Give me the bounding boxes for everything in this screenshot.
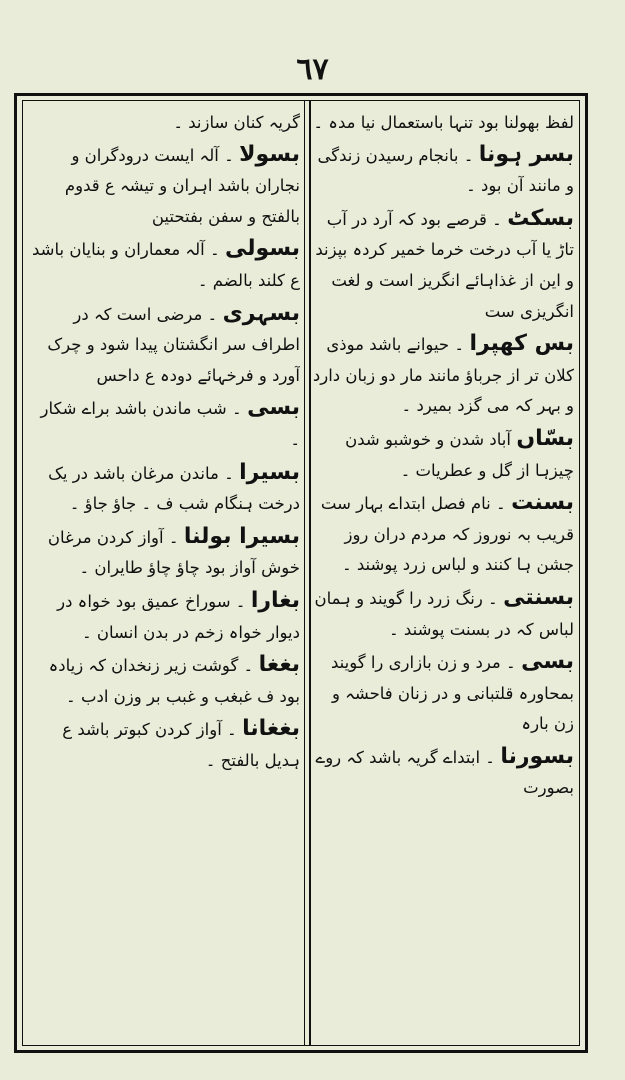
dictionary-entry: [312, 488, 574, 581]
definition: ۔ رنگ زرد را گویند و ہمان لباس کہ در بسنت پوشند ۔: [314, 588, 574, 639]
headword: بسر ہونا: [478, 141, 574, 167]
page-number: ٦٧: [296, 52, 329, 87]
headword: بسّاں: [516, 425, 574, 451]
headword: بسی: [247, 395, 300, 421]
definition: ۔ بانجام رسیدن زندگی و مانند آن بود ۔: [317, 145, 574, 196]
definition: ۔ ابتداے گریہ باشد کہ روے بصورت: [315, 747, 574, 798]
definition: ۔ مرضی است کہ در اطراف سر انگشتان پیدا شود و چرک آورد و فرخہائے دودہ ع داحس: [47, 304, 300, 385]
definition: ۔ آواز کردن کبوتر باشد ع ہدیل بالفتح ۔: [62, 720, 300, 770]
headword: بسی: [521, 649, 574, 675]
headword: بغغانا: [242, 716, 300, 742]
definition: ۔ ماندن مرغان باشد در یک درخت ہنگام شب ف ۔ جاؤ جاؤ ۔: [48, 463, 300, 514]
dictionary-entry: [312, 424, 574, 486]
headword: بسکٹ: [507, 205, 574, 231]
definition: ۔ گوشت زیر زنخدان کہ زیادہ بود ف غبغب و غبب بر وزن ادب ۔: [48, 656, 300, 706]
dictionary-entry: [28, 650, 300, 712]
dictionary-entry: [28, 714, 300, 776]
headword: بسنتی: [503, 584, 574, 610]
headword: بغغا: [258, 652, 300, 678]
dictionary-entry: [28, 393, 300, 455]
dictionary-entry: [28, 586, 300, 648]
dictionary-entry: [312, 742, 574, 804]
definition: ۔ حیوانے باشد موذی کلان تر از جرباؤ مانند مار دو زبان دارد و بہر کہ می گزد بمیرد ۔: [312, 335, 574, 416]
definition: ۔ آواز کردن مرغان خوش آواز بود چاؤ چاؤ طایران ۔: [47, 527, 300, 578]
continuation-text: گریہ کنان سازند ۔: [173, 113, 300, 132]
definition: ۔ شب ماندن باشد براے شکار ۔: [40, 399, 300, 449]
definition: ۔ آلہ معماران و بنایان باشد ع کلند بالضم ۔: [32, 240, 300, 290]
headword: بسورنا: [500, 743, 574, 769]
headword: بسولی: [225, 236, 300, 262]
column-divider: [304, 100, 311, 1046]
dictionary-entry: [28, 522, 300, 584]
right-column: [312, 108, 574, 1043]
headword: بس کھپرا: [469, 331, 574, 357]
dictionary-entry: [28, 299, 300, 392]
definition: ۔ آلہ ایست درودگران و نجاران باشد اہران و تیشہ ع قدوم بالفتح و سفن بفتحتین: [64, 145, 300, 226]
dictionary-entry: [312, 329, 574, 422]
definition: ۔ مرد و زن بازاری را گویند بمحاورہ قلتبانی و در زنان فاحشہ و زن بارہ: [330, 653, 574, 734]
definition: ۔ نام فصل ابتداے بہار ست قریب بہ نوروز کہ مردم دران روز جشن ہا کنند و لباس زرد پوشند ۔: [320, 494, 574, 575]
dictionary-entry: [312, 583, 574, 645]
dictionary-entry: [312, 647, 574, 740]
headword: بسیرا: [239, 459, 300, 485]
headword: بسولا: [239, 141, 300, 167]
dictionary-entry: [28, 234, 300, 296]
headword: بسیرا بولنا: [183, 523, 300, 549]
left-column: [28, 108, 300, 1043]
headword: بسنت: [511, 490, 574, 516]
dictionary-entry: [28, 140, 300, 233]
dictionary-entry: [28, 458, 300, 520]
definition: ۔ قرصے بود کہ آرد در آب تاڑ یا آب درخت خرما خمیر کردہ بپزند و این از غذاہائے انگریز است و لغت انگریزی ست: [315, 209, 574, 321]
headword: بغارا: [250, 587, 300, 613]
definition: آباد شدن و خوشبو شدن چیزہا از گل و عطریات ۔: [345, 429, 574, 480]
continuation-text: لفظ بھولنا بود تنہا باستعمال نیا مدہ ۔: [313, 113, 574, 132]
headword: بسہری: [222, 300, 300, 326]
definition: ۔ سوراخ عمیق بود خواہ در دیوار خواہ زخم در بدن انسان ۔: [57, 591, 300, 642]
dictionary-entry: [312, 140, 574, 202]
dictionary-entry: [312, 204, 574, 327]
